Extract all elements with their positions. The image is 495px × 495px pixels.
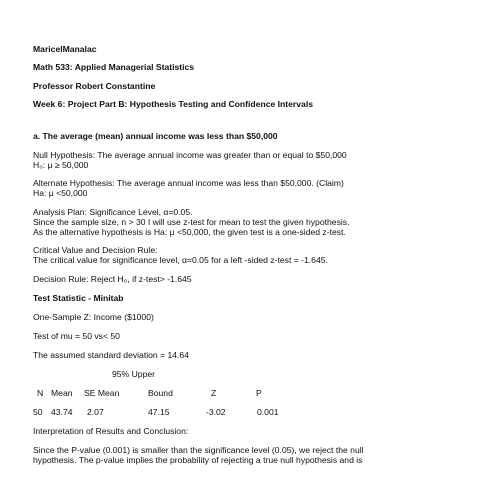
alternative-note: As the alternative hypothesis is Ha: μ <50,000, the given test is a one-sided z-test. — [33, 227, 346, 237]
cell-se-mean: 2.07 — [87, 407, 104, 417]
col-header-n: N — [37, 388, 44, 398]
test-statistic-heading: Test Statistic - Minitab — [33, 293, 124, 303]
analysis-plan: Analysis Plan: Significance Level, α=0.05. — [33, 207, 193, 217]
cell-mean: 43.74 — [51, 407, 73, 417]
section-a-title: a. The average (mean) annual income was less than $50,000 — [33, 131, 278, 141]
week-title: Week 6: Project Part B: Hypothesis Testing and Confidence Intervals — [33, 99, 314, 109]
interpretation-line-2: hypothesis. The p-value implies the probability of rejecting a true null hypothesis and is — [33, 455, 363, 465]
cell-z: -3.02 — [206, 407, 226, 417]
cell-bound: 47.15 — [148, 407, 170, 417]
col-header-se-mean: SE Mean — [84, 388, 120, 398]
interpretation-heading: Interpretation of Results and Conclusion: — [33, 426, 189, 436]
interpretation-line-1: Since the P-value (0.001) is smaller than the significance level (0.05), we reject the null — [33, 445, 364, 455]
col-header-mean: Mean — [51, 388, 73, 398]
course-title: Math 533: Applied Managerial Statistics — [33, 62, 195, 72]
ha-statement: Ha: μ <50,000 — [33, 188, 88, 198]
col-header-p: P — [256, 388, 262, 398]
decision-rule: Decision Rule: Reject H₀, if z-test> -1.645 — [33, 274, 192, 284]
critical-heading: Critical Value and Decision Rule: — [33, 245, 158, 255]
upper-bound-header: 95% Upper — [112, 369, 155, 379]
test-of-mu: Test of mu = 50 vs< 50 — [33, 331, 120, 341]
critical-value: The critical value for significance level, α=0.05 for a left -sided z-test = -1.645. — [33, 255, 328, 265]
sample-size-note: Since the sample size, n > 30 I will use z-test for mean to test the given hypothesis. — [33, 217, 350, 227]
assumed-sd: The assumed standard deviation = 14.64 — [33, 350, 189, 360]
cell-p: 0.001 — [257, 407, 279, 417]
professor-name: Professor Robert Constantine — [33, 81, 156, 91]
null-hypothesis: Null Hypothesis: The average annual income was greater than or equal to $50,000 — [33, 150, 347, 160]
one-sample-z: One-Sample Z: Income ($1000) — [33, 312, 154, 322]
author-name: MaricelManalac — [33, 44, 97, 54]
h0-statement: H₀: μ ≥ 50,000 — [33, 160, 89, 170]
col-header-z: Z — [211, 388, 217, 398]
cell-n: 50 — [33, 407, 43, 417]
alternate-hypothesis: Alternate Hypothesis: The average annual income was less than $50,000. (Claim) — [33, 178, 344, 188]
col-header-bound: Bound — [148, 388, 173, 398]
